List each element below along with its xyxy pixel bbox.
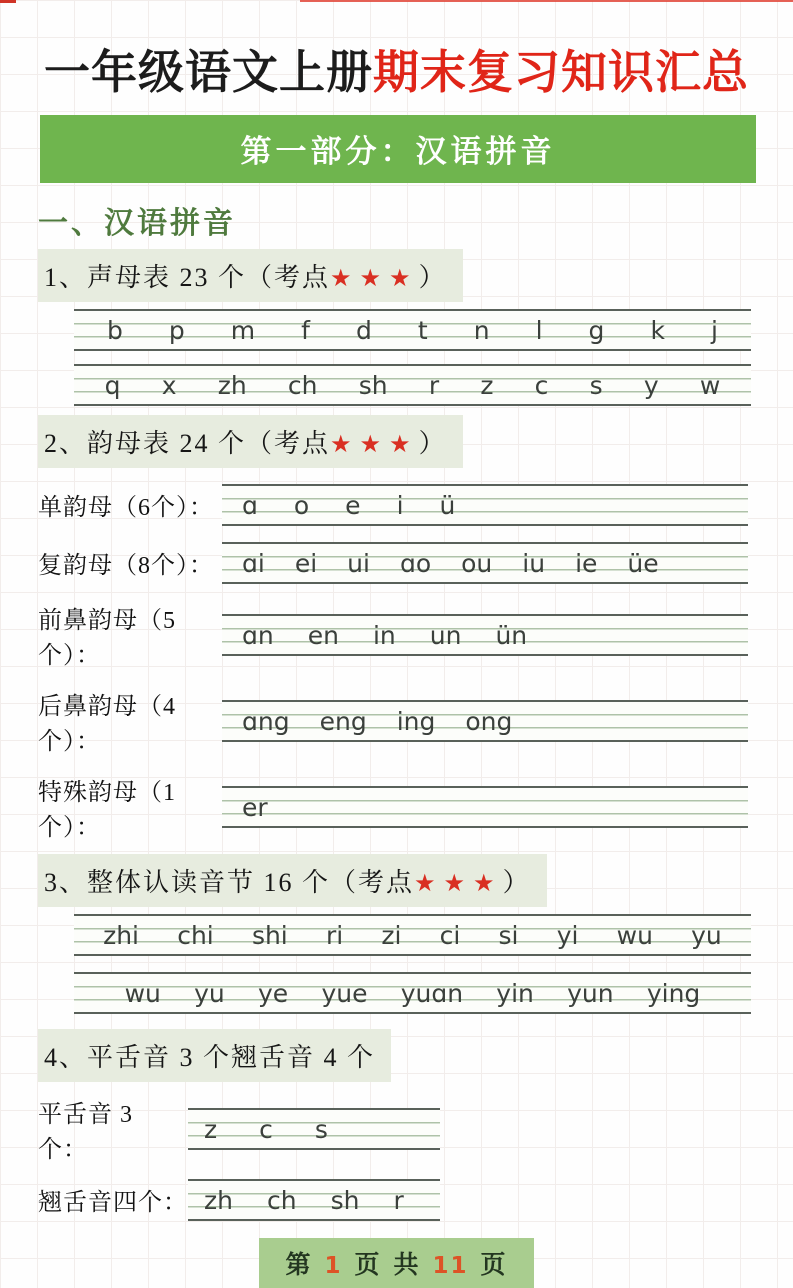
- initials-staff-row2: [74, 364, 751, 406]
- pinyin-letters: [222, 486, 748, 524]
- pinyin-letter: m: [230, 315, 256, 345]
- pinyin-letter: wu: [124, 978, 161, 1008]
- finals-row-label: 单韵母（6个）：: [38, 495, 214, 521]
- pinyin-letter: zi: [381, 920, 402, 950]
- page-indicator: [259, 1238, 533, 1288]
- exam-stars: ★★★: [330, 429, 419, 458]
- exam-stars: ★★★: [414, 868, 503, 897]
- pinyin-letter: ye: [258, 978, 289, 1008]
- page-footer: [0, 1238, 793, 1288]
- current-page-number: 1: [324, 1252, 343, 1279]
- syllables-heading-close: ）: [502, 867, 531, 897]
- pinyin-letter: sh: [358, 370, 388, 400]
- pinyin-letter: i: [396, 490, 404, 520]
- finals-staff: [222, 700, 748, 742]
- pinyin-letter: yue: [321, 978, 368, 1008]
- pinyin-letter: t: [417, 315, 428, 345]
- finals-heading-text: 2、韵母表 24 个（考点: [44, 428, 331, 458]
- pinyin-letter: zhi: [103, 920, 140, 950]
- pinyin-letter: o: [293, 490, 310, 520]
- finals-row-front-nasal: [38, 600, 748, 670]
- pinyin-letter: ɑng: [242, 706, 290, 736]
- pinyin-letter: s: [589, 370, 603, 400]
- pinyin-letters: [74, 366, 751, 404]
- pinyin-letter: yun: [567, 978, 614, 1008]
- pinyin-letter: sh: [330, 1185, 360, 1215]
- pinyin-letter: f: [301, 315, 310, 345]
- pinyin-letter: yin: [496, 978, 534, 1008]
- tongue-heading: [38, 1029, 391, 1082]
- pinyin-letter: er: [242, 792, 268, 822]
- pinyin-letter: y: [643, 370, 659, 400]
- tongue-row-label: 翘舌音四个：: [38, 1190, 188, 1216]
- pinyin-letter: r: [393, 1185, 404, 1215]
- initials-staff-row1: [74, 309, 751, 351]
- tongue-staff: [188, 1179, 440, 1221]
- pinyin-letter: iu: [522, 548, 546, 578]
- pinyin-letter: üe: [627, 548, 659, 578]
- syllables-heading: [38, 854, 547, 907]
- top-crop-artifact-right: [300, 0, 793, 2]
- pinyin-letter: ch: [266, 1185, 297, 1215]
- finals-row-back-nasal: [38, 686, 748, 756]
- pinyin-letter: un: [429, 620, 462, 650]
- part-banner-text: 第一部分：汉语拼音: [240, 134, 556, 169]
- pinyin-letter: zh: [204, 1185, 233, 1215]
- finals-row-label: 前鼻韵母（5个）：: [38, 607, 176, 669]
- pinyin-letter: ɑn: [242, 620, 274, 650]
- pinyin-letter: ɑi: [242, 548, 265, 578]
- initials-heading-close: ）: [418, 262, 447, 292]
- tongue-row-label: 平舌音 3 个：: [38, 1101, 133, 1163]
- pinyin-letter: l: [535, 315, 543, 345]
- part-banner: [40, 115, 756, 183]
- pinyin-letter: en: [307, 620, 339, 650]
- pinyin-letter: yuɑn: [400, 978, 464, 1008]
- syllables-heading-wrap: [38, 854, 793, 907]
- pinyin-letter: ci: [439, 920, 461, 950]
- finals-row-simple: [38, 484, 748, 526]
- pinyin-letter: k: [650, 315, 665, 345]
- pinyin-letter: s: [314, 1114, 328, 1144]
- pinyin-letters: [74, 311, 751, 349]
- pinyin-letter: in: [372, 620, 396, 650]
- pinyin-letters: [222, 544, 748, 582]
- finals-heading: [38, 415, 463, 468]
- finals-staff: [222, 484, 748, 526]
- footer-text: 共: [393, 1251, 421, 1279]
- pinyin-letter: ɑ: [242, 490, 258, 520]
- pinyin-letter: ei: [294, 548, 318, 578]
- tongue-row-flat: [38, 1094, 793, 1164]
- pinyin-letter: z: [204, 1114, 218, 1144]
- pinyin-letter: z: [480, 370, 494, 400]
- finals-heading-wrap: [38, 415, 793, 468]
- pinyin-letters: [222, 616, 748, 654]
- initials-heading: [38, 249, 463, 302]
- pinyin-letter: g: [588, 315, 605, 345]
- pinyin-letter: w: [699, 370, 721, 400]
- pinyin-letter: si: [498, 920, 519, 950]
- page-title-black: 一年级语文上册: [44, 47, 373, 98]
- pinyin-letter: n: [473, 315, 490, 345]
- pinyin-letter: ui: [347, 548, 370, 578]
- pinyin-letter: yu: [691, 920, 722, 950]
- page-title: [0, 44, 793, 102]
- footer-text: 第: [285, 1251, 313, 1279]
- finals-row-special: [38, 772, 748, 842]
- pinyin-letter: ing: [396, 706, 436, 736]
- finals-staff: [222, 614, 748, 656]
- initials-heading-text: 1、声母表 23 个（考点: [44, 262, 331, 292]
- pinyin-letter: j: [710, 315, 718, 345]
- initials-heading-wrap: [38, 249, 793, 302]
- pinyin-letter: b: [107, 315, 123, 345]
- total-page-number: 11: [432, 1252, 469, 1279]
- pinyin-letter: x: [161, 370, 177, 400]
- finals-row-label: 特殊韵母（1个）：: [38, 779, 176, 841]
- tongue-row-curled: [38, 1179, 793, 1221]
- top-crop-artifact-left: [0, 0, 16, 3]
- pinyin-letter: ying: [646, 978, 701, 1008]
- page-title-red: 期末复习知识汇总: [373, 47, 749, 98]
- pinyin-letter: ri: [325, 920, 344, 950]
- finals-row-label: 后鼻韵母（4个）：: [38, 693, 176, 755]
- pinyin-letters: [222, 702, 748, 740]
- pinyin-letter: ün: [495, 620, 528, 650]
- exam-stars: ★★★: [330, 263, 419, 292]
- pinyin-letter: r: [428, 370, 440, 400]
- finals-row-compound: [38, 542, 748, 584]
- tongue-staff: [188, 1108, 440, 1150]
- syllables-staff-row2: [74, 972, 751, 1014]
- pinyin-letter: zh: [217, 370, 247, 400]
- pinyin-letter: ɑo: [399, 548, 432, 578]
- syllables-heading-text: 3、整体认读音节 16 个（考点: [44, 867, 415, 897]
- pinyin-letter: yi: [556, 920, 579, 950]
- pinyin-letters: [222, 788, 748, 826]
- pinyin-letter: chi: [177, 920, 214, 950]
- tongue-heading-text: 4、平舌音 3 个翘舌音 4 个: [44, 1042, 376, 1072]
- pinyin-letter: c: [534, 370, 549, 400]
- tongue-heading-wrap: [38, 1029, 793, 1082]
- pinyin-letters: [188, 1110, 440, 1148]
- pinyin-letter: ou: [461, 548, 493, 578]
- pinyin-letters: [188, 1181, 440, 1219]
- pinyin-letter: e: [345, 490, 361, 520]
- finals-staff: [222, 786, 748, 828]
- pinyin-letter: p: [168, 315, 185, 345]
- finals-staff: [222, 542, 748, 584]
- pinyin-letter: ie: [575, 548, 598, 578]
- pinyin-letter: shi: [251, 920, 288, 950]
- pinyin-letter: c: [259, 1114, 273, 1144]
- pinyin-letters: [74, 974, 751, 1012]
- pinyin-letter: wu: [616, 920, 653, 950]
- pinyin-letter: ü: [439, 490, 456, 520]
- pinyin-letter: ong: [465, 706, 513, 736]
- syllables-staff-row1: [74, 914, 751, 956]
- section-title: 一、汉语拼音: [38, 206, 236, 240]
- footer-text: 页: [480, 1251, 508, 1279]
- pinyin-letters: [74, 916, 751, 954]
- pinyin-letter: eng: [319, 706, 367, 736]
- footer-text: 页: [354, 1251, 382, 1279]
- pinyin-letter: d: [355, 315, 372, 345]
- pinyin-letter: yu: [194, 978, 225, 1008]
- pinyin-letter: ch: [287, 370, 318, 400]
- finals-row-label: 复韵母（8个）：: [38, 553, 214, 579]
- finals-heading-close: ）: [418, 428, 447, 458]
- pinyin-letter: q: [104, 370, 121, 400]
